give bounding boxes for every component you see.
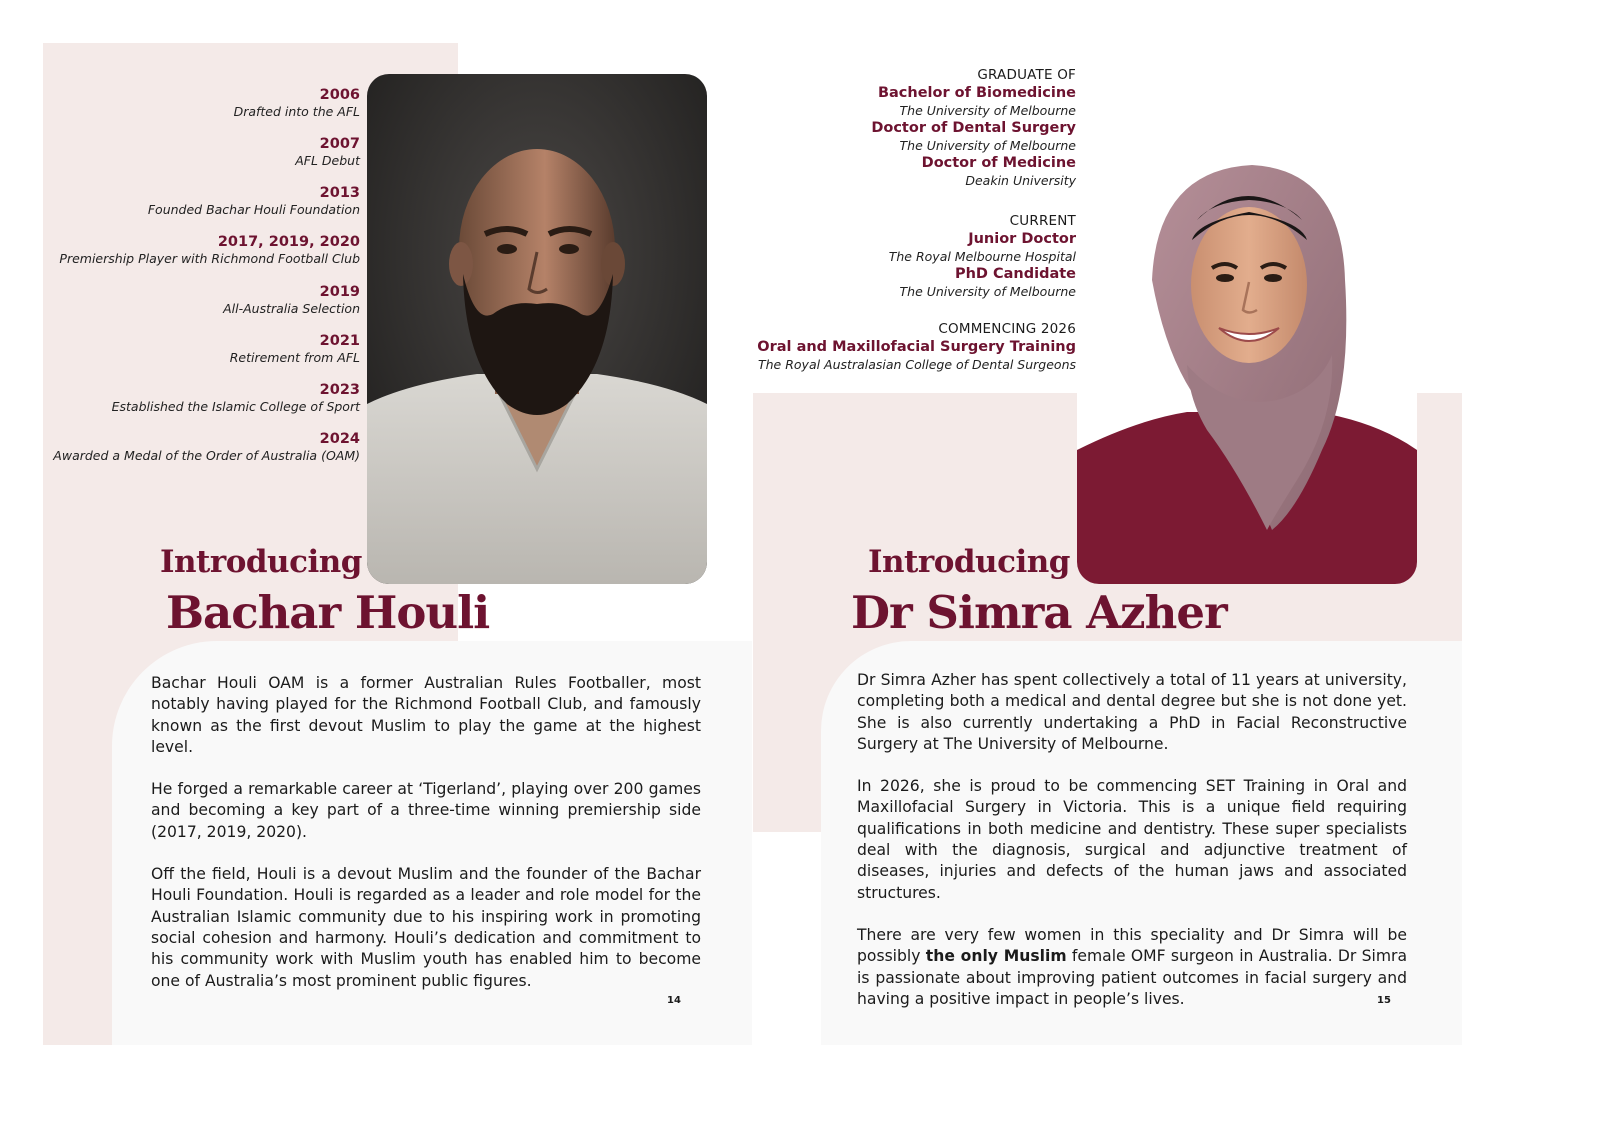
training-institution: The Royal Australasian College of Dental Surgeons [758,357,1076,372]
bio-paragraph: Off the field, Houli is a devout Muslim and the founder of the Bachar Houli Foundation. Houli is regarded as a leader and role model for the Australian Islamic community due to his inspiring work in promoting social cohesion and harmony. Houli’s dedication and commitment to his community work with Muslim youth has enabled him to become one of Australia’s most prominent public figures. [151,865,701,990]
degree-title: Bachelor of Biomedicine [877,85,1076,101]
bio-emphasis: the only Muslim [925,947,1067,966]
timeline-year: 2017, 2019, 2020 [217,234,360,250]
timeline-description: Founded Bachar Houli Foundation [147,202,360,217]
timeline-entry [20,184,360,218]
role-institution: The University of Melbourne [899,284,1076,299]
training-title: Oral and Maxillofacial Surgery Training [757,339,1076,355]
portrait-illustration [367,74,707,584]
timeline-entry [20,430,360,464]
degree-title: Doctor of Medicine [921,155,1076,171]
timeline-description: Retirement from AFL [229,350,360,365]
timeline-entry [20,86,360,120]
bio-text-run: female OMF surgeon in Australia. Dr Simra is passionate about improving patient outcomes in facial surgery and having a positive impact in people’s lives. [857,947,1408,1008]
intro-heading-right: Introducing [868,544,1070,580]
bio-paragraph: In 2026, she is proud to be commencing SET Training in Oral and Maxillofacial Surgery in Victoria. This is a unique field requiring qualifications in both medicine and dentistry. These super specialists deal with the diagnosis, surgical and adjunctive treatment of diseases, injuries and defects of the human jaws and associated structures. [857,777,1407,902]
timeline-description: Established the Islamic College of Sport [111,399,360,414]
timeline-year: 2019 [319,284,360,300]
timeline-year: 2007 [319,136,360,152]
timeline-description: All-Australia Selection [223,301,360,316]
career-timeline [20,86,360,476]
timeline-year: 2006 [319,87,360,103]
degree-institution: The University of Melbourne [899,138,1076,153]
bio-paragraph: Bachar Houli OAM is a former Australian Rules Footballer, most notably having played for the Richmond Football Club, and famously known as the first devout Muslim to play the game at the highest level. [151,674,701,756]
timeline-entry [20,283,360,317]
role-institution: The Royal Melbourne Hospital [888,249,1076,264]
role-title: Junior Doctor [968,231,1076,247]
timeline-description: Drafted into the AFL [233,104,360,119]
page-number-left: 14 [667,995,681,1006]
portrait-photo-bachar-houli [367,74,707,584]
timeline-entry [20,135,360,169]
bio-text-run: There are very few women in this speciality and Dr Simra will be possibly [857,925,1407,966]
degree-institution: Deakin University [965,173,1076,188]
portrait-illustration [1077,150,1417,584]
intro-heading-left: Introducing [160,544,362,580]
person-name-bachar-houli: Bachar Houli [166,586,490,639]
timeline-description: Awarded a Medal of the Order of Australia (OAM) [53,448,360,463]
bio-paragraph: Dr Simra Azher has spent collectively a total of 11 years at university, completing both a medical and dental degree but she is not done yet. She is also currently undertaking a PhD in Facial Reconstructive Surgery at The University of Melbourne. [857,671,1407,753]
credentials-commencing [716,320,1076,373]
timeline-year: 2021 [319,333,360,349]
degree-title: Doctor of Dental Surgery [871,120,1076,136]
portrait-photo-simra-azher [1077,150,1417,584]
timeline-entry [20,381,360,415]
credentials-heading: CURRENT [1009,213,1076,229]
timeline-year: 2024 [319,431,360,447]
timeline-year: 2023 [319,382,360,398]
credentials-current [716,212,1076,300]
credentials-graduate [716,66,1076,189]
timeline-entry [20,332,360,366]
role-title: PhD Candidate [954,266,1076,282]
bio-paragraph [857,925,1407,1010]
timeline-year: 2013 [319,185,360,201]
page-number-right: 15 [1377,995,1391,1006]
credentials-heading: GRADUATE OF [977,67,1076,83]
timeline-description: Premiership Player with Richmond Football Club [59,251,360,266]
person-name-simra-azher: Dr Simra Azher [851,586,1227,639]
bio-text-simra-azher [857,670,1407,1010]
degree-institution: The University of Melbourne [899,103,1076,118]
timeline-entry [20,233,360,267]
bio-paragraph: He forged a remarkable career at ‘Tigerland’, playing over 200 games and becoming a key part of a three-time winning premiership side (2017, 2019, 2020). [151,780,701,841]
timeline-description: AFL Debut [295,153,360,168]
credentials-heading: COMMENCING 2026 [938,321,1076,337]
bio-text-bachar-houli [151,673,701,992]
credentials-list [716,66,1076,382]
